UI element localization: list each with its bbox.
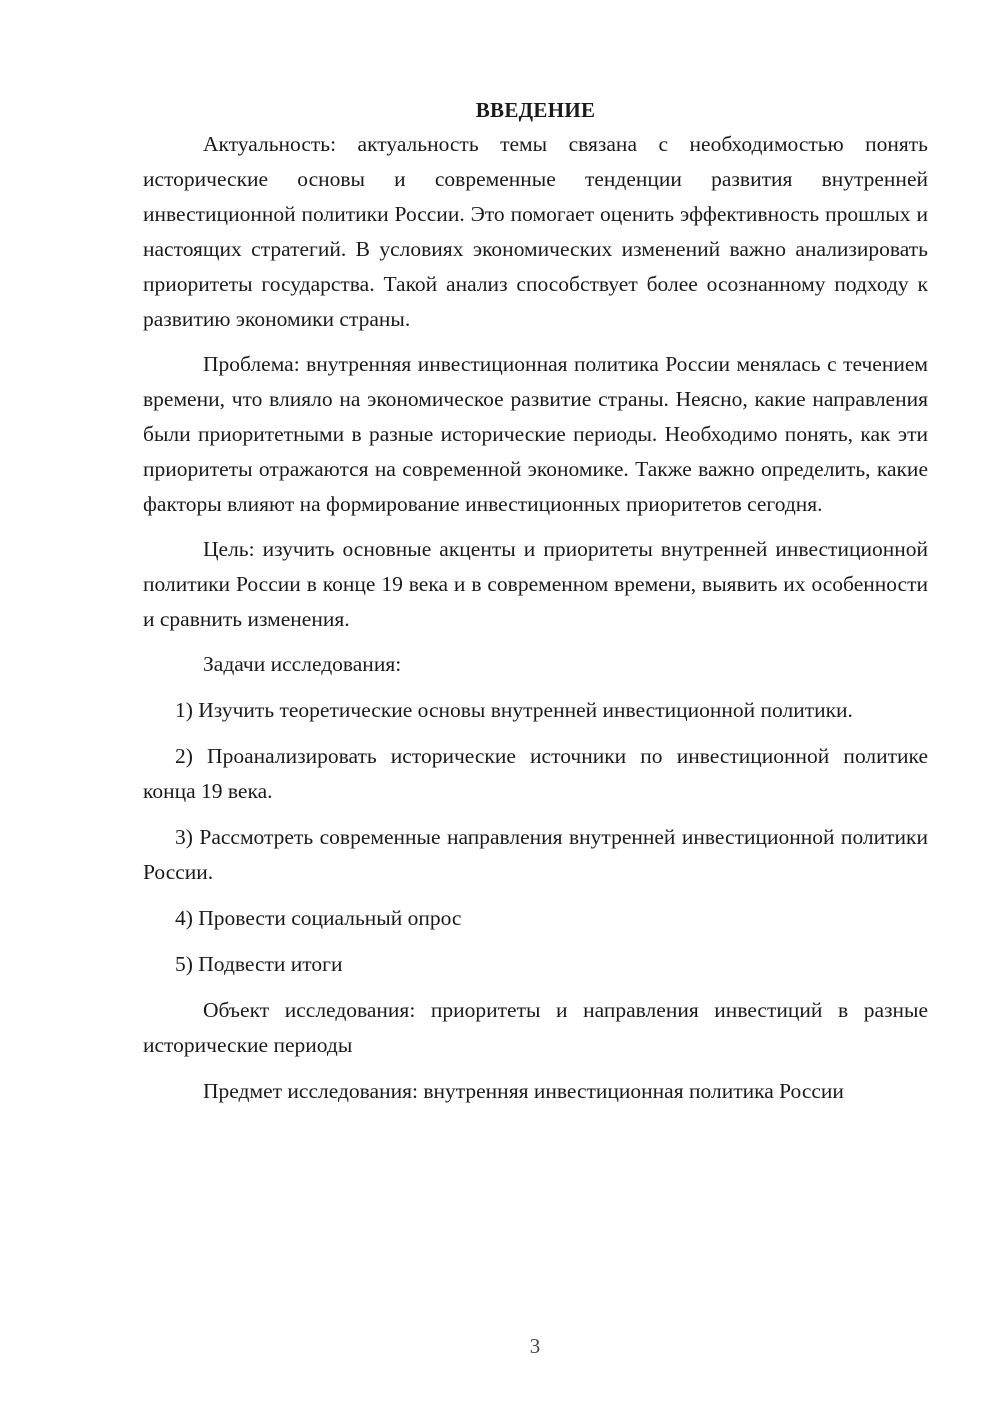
list-item: 5) Подвести итоги [175, 952, 343, 976]
paragraph-subject: Предмет исследования: внутренняя инвестиционная политика России [203, 1079, 844, 1103]
list-item: 3) Рассмотреть современные направления внутренней инвестиционной политики России. [143, 825, 928, 884]
paragraph-relevance: Актуальность: актуальность темы связана с необходимостью понять исторические основы и современные тенденции развития внутренней инвестиционной политики России. Это помогает оценить эффективность прошлых и настоящих стратегий. В условиях экономических изменений важно анализировать приоритеты государства. Такой анализ способствует более осознанному подходу к развитию экономики страны. [143, 132, 928, 331]
page-title: ВВЕДЕНИЕ [475, 98, 596, 122]
list-item: 2) Проанализировать исторические источники по инвестиционной политике конца 19 века. [143, 744, 928, 803]
tasks-heading: Задачи исследования: [203, 652, 402, 676]
page-number: 3 [529, 1334, 541, 1358]
paragraph-object: Объект исследования: приоритеты и направления инвестиций в разные исторические периоды [143, 998, 928, 1057]
list-item: 1) Изучить теоретические основы внутренней инвестиционной политики. [175, 698, 853, 722]
document-body [143, 95, 928, 1109]
list-item: 4) Провести социальный опрос [175, 906, 462, 930]
paragraph-problem: Проблема: внутренняя инвестиционная политика России менялась с течением времени, что влияло на экономическое развитие страны. Неясно, какие направления были приоритетными в разные исторические периоды. Необходимо понять, как эти приоритеты отражаются на современной экономике. Также важно определить, какие факторы влияют на формирование инвестиционных приоритетов сегодня. [143, 352, 928, 516]
paragraph-goal: Цель: изучить основные акценты и приоритеты внутренней инвестиционной политики России в конце 19 века и в современном времени, выявить их особенности и сравнить изменения. [143, 537, 928, 631]
